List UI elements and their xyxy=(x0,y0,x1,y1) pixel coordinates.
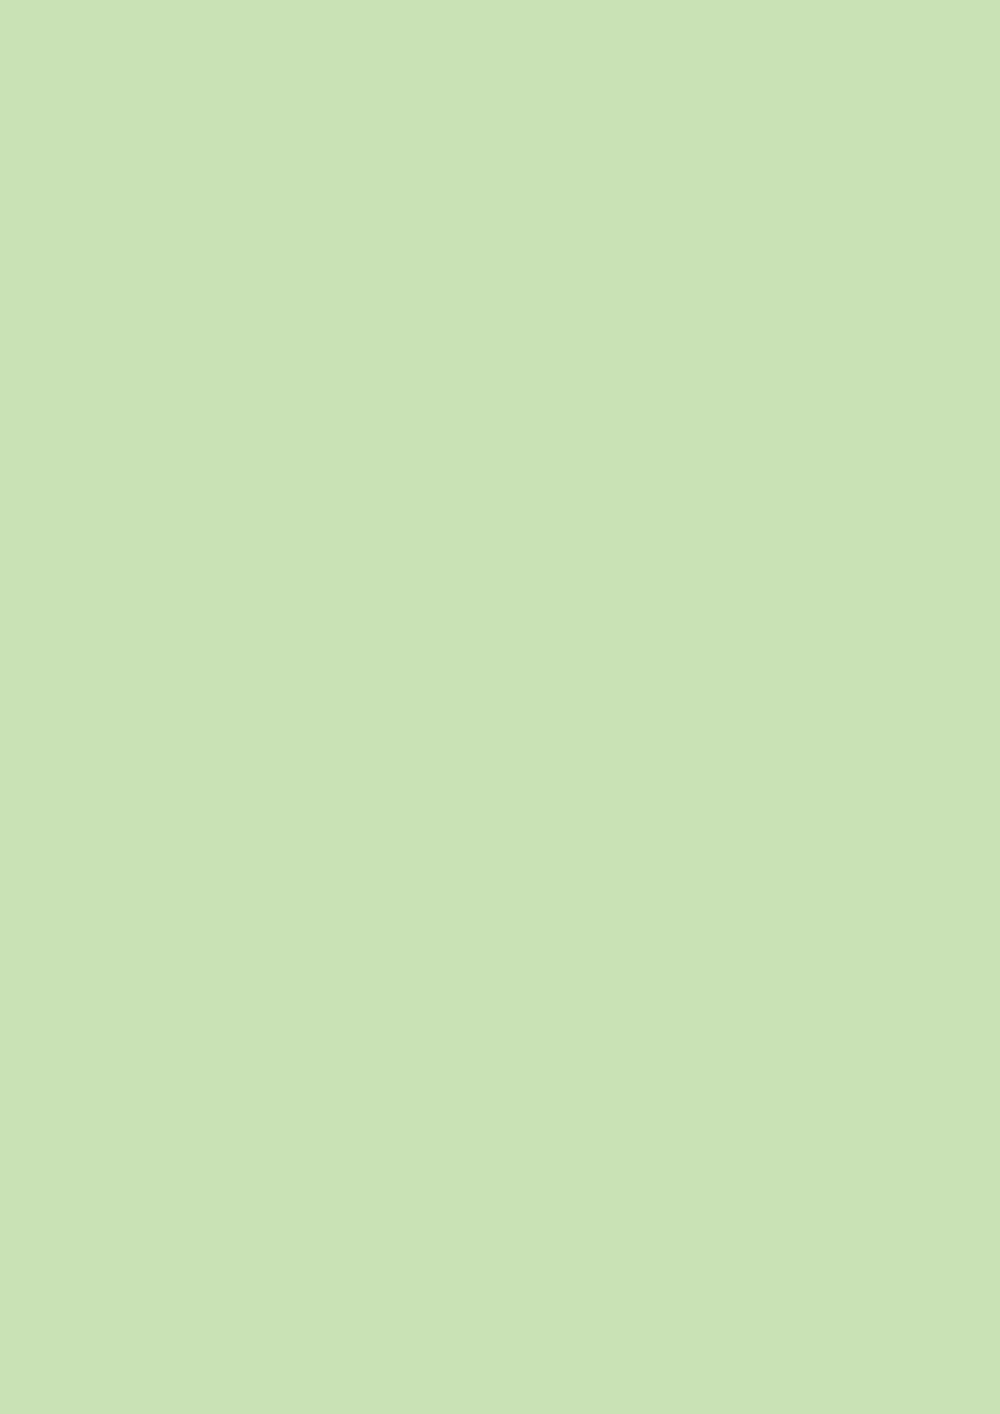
liveworksheets-logo xyxy=(967,1374,988,1408)
logo-mark-icon xyxy=(967,1378,984,1404)
